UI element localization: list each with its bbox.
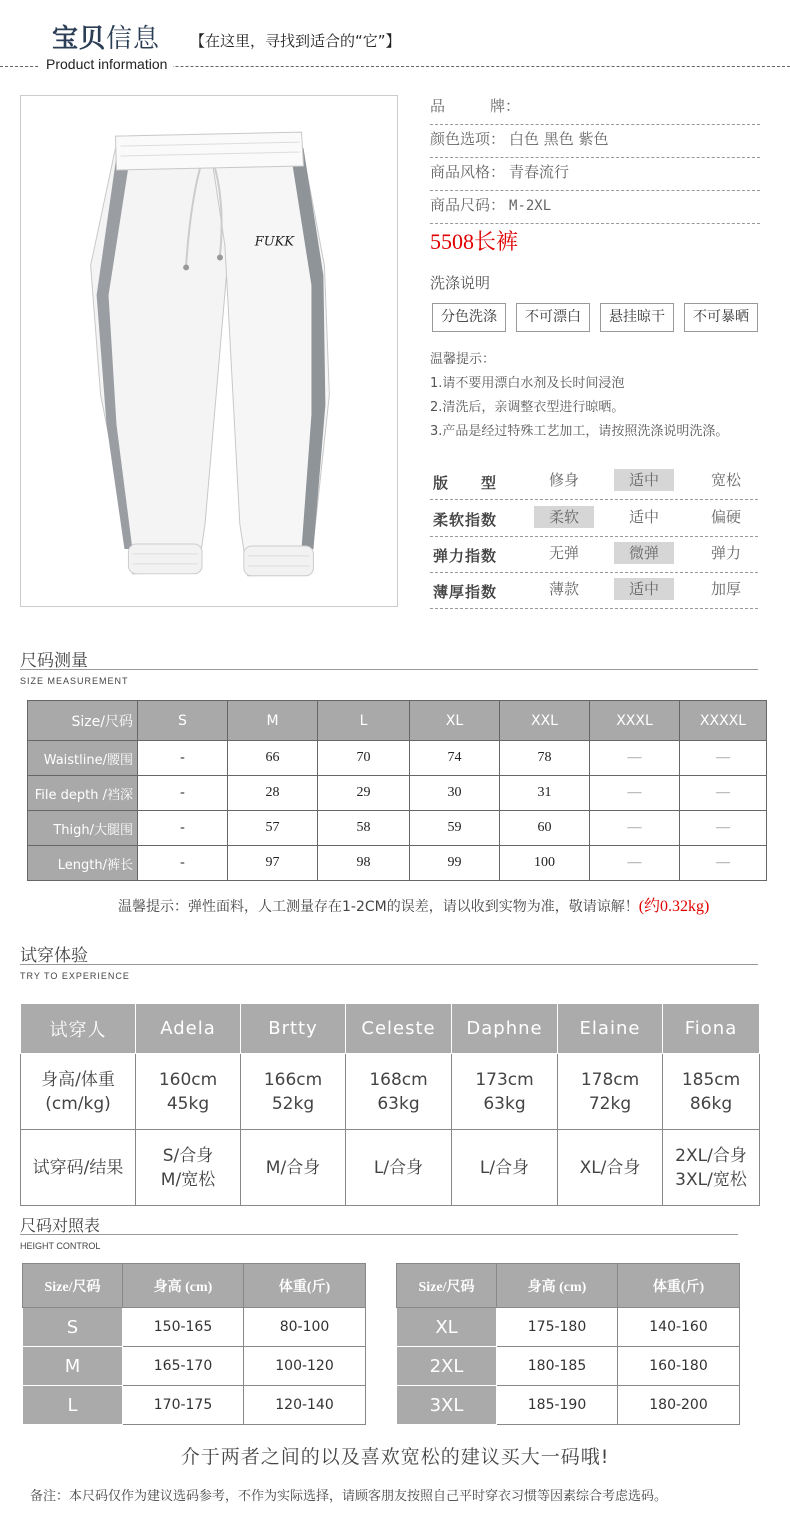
page-title-en: Product information [40, 56, 173, 72]
table-row: 3XL 185-190 180-200 [397, 1386, 740, 1425]
size-measurement-title: 尺码测量 [20, 651, 88, 671]
table-header-row: Size/尺码 身高 (cm) 体重(斤) [397, 1264, 740, 1308]
pants-logo-text: FUKK [254, 234, 294, 250]
info-colors: 颜色选项： 白色 黑色 紫色 [430, 125, 760, 158]
info-style: 商品风格： 青春流行 [430, 158, 760, 191]
wash-item: 悬挂晾干 [600, 303, 674, 332]
table-header-row: 试穿人 Adela Brtty Celeste Daphne Elaine Fiona [21, 1004, 760, 1054]
table-row: Waistline/腰围 - 66 70 74 78 — — [28, 741, 767, 776]
table-row: S 150-165 80-100 [23, 1308, 366, 1347]
measurement-note: 温馨提示：弹性面料，人工测量存在1-2CM的误差，请以收到实物为准，敬请谅解！(约0.32kg) [118, 898, 710, 915]
size-measurement-en: SIZE MEASUREMENT [20, 676, 129, 686]
attr-softness: 柔软指数 柔软 适中 偏硬 [430, 500, 758, 537]
wash-item: 不可暴晒 [684, 303, 758, 332]
wash-item: 不可漂白 [516, 303, 590, 332]
table-row: M 165-170 100-120 [23, 1347, 366, 1386]
height-control-en: HEIGHT CONTROL [20, 1241, 101, 1251]
try-on-table [20, 1003, 760, 1206]
table-row: Thigh/大腿围 - 57 58 59 60 — — [28, 811, 767, 846]
section-divider [20, 1234, 738, 1235]
product-image [20, 95, 398, 607]
wash-title: 洗涤说明 [430, 274, 491, 292]
wash-item: 分色洗涤 [432, 303, 506, 332]
size-chart-left [22, 1263, 366, 1425]
care-tips: 温馨提示： 1.请不要用漂白水剂及长时间浸泡 2.清洗后，亲调整衣型进行晾晒。 3.产品是经过特殊工艺加工，请按照洗涤说明洗涤。 [430, 352, 729, 439]
table-row: 2XL 180-185 160-180 [397, 1347, 740, 1386]
height-control-title: 尺码对照表 [20, 1216, 101, 1235]
page-title: 宝贝信息 [52, 24, 161, 54]
try-on-title: 试穿体验 [20, 946, 88, 966]
page-subtitle: 【在这里，寻找到适合的“它”】 [190, 32, 401, 50]
table-row: 身高/体重 (cm/kg) 160cm 45kg 166cm 52kg 168cm 63kg 173cm 63kg 178cm 72kg 185cm 86kg [21, 1054, 760, 1130]
product-info-list [430, 92, 760, 260]
table-header-row: Size/尺码 身高 (cm) 体重(斤) [23, 1264, 366, 1308]
pants-illustration [21, 96, 397, 606]
table-row: L 170-175 120-140 [23, 1386, 366, 1425]
header [0, 0, 790, 76]
attr-thickness: 薄厚指数 薄款 适中 加厚 [430, 572, 758, 609]
table-row: Length/裤长 - 97 98 99 100 — — [28, 846, 767, 881]
section-divider [20, 964, 758, 965]
table-row: File depth /裆深 - 28 29 30 31 — — [28, 776, 767, 811]
attr-elasticity: 弹力指数 无弹 微弹 弹力 [430, 536, 758, 573]
table-row: 试穿码/结果 S/合身 M/宽松 M/合身 L/合身 L/合身 XL/合身 2XL/合身 3XL/宽松 [21, 1130, 760, 1206]
section-divider [20, 669, 758, 670]
footer-note: 备注：本尺码仅作为建议选码参考，不作为实际选择，请顾客朋友按照自己平时穿衣习惯等因素综合考虑选码。 [30, 1489, 668, 1504]
info-size: 商品尺码： M-2XL [430, 191, 760, 224]
model-title: 5508长裤 [430, 229, 519, 254]
table-row: XL 175-180 140-160 [397, 1308, 740, 1347]
try-on-en: TRY TO EXPERIENCE [20, 971, 130, 981]
size-advice: 介于两者之间的以及喜欢宽松的建议买大一码哦! [180, 1446, 610, 1468]
size-measurement-table [27, 700, 767, 881]
table-header-row: Size/尺码 S M L XL XXL XXXL XXXXL [28, 701, 767, 741]
size-chart-right [396, 1263, 740, 1425]
attr-fit: 版 型 修身 适中 宽松 [430, 463, 758, 500]
info-brand: 品 牌： [430, 92, 760, 125]
weight-note: (约0.32kg) [638, 898, 710, 915]
